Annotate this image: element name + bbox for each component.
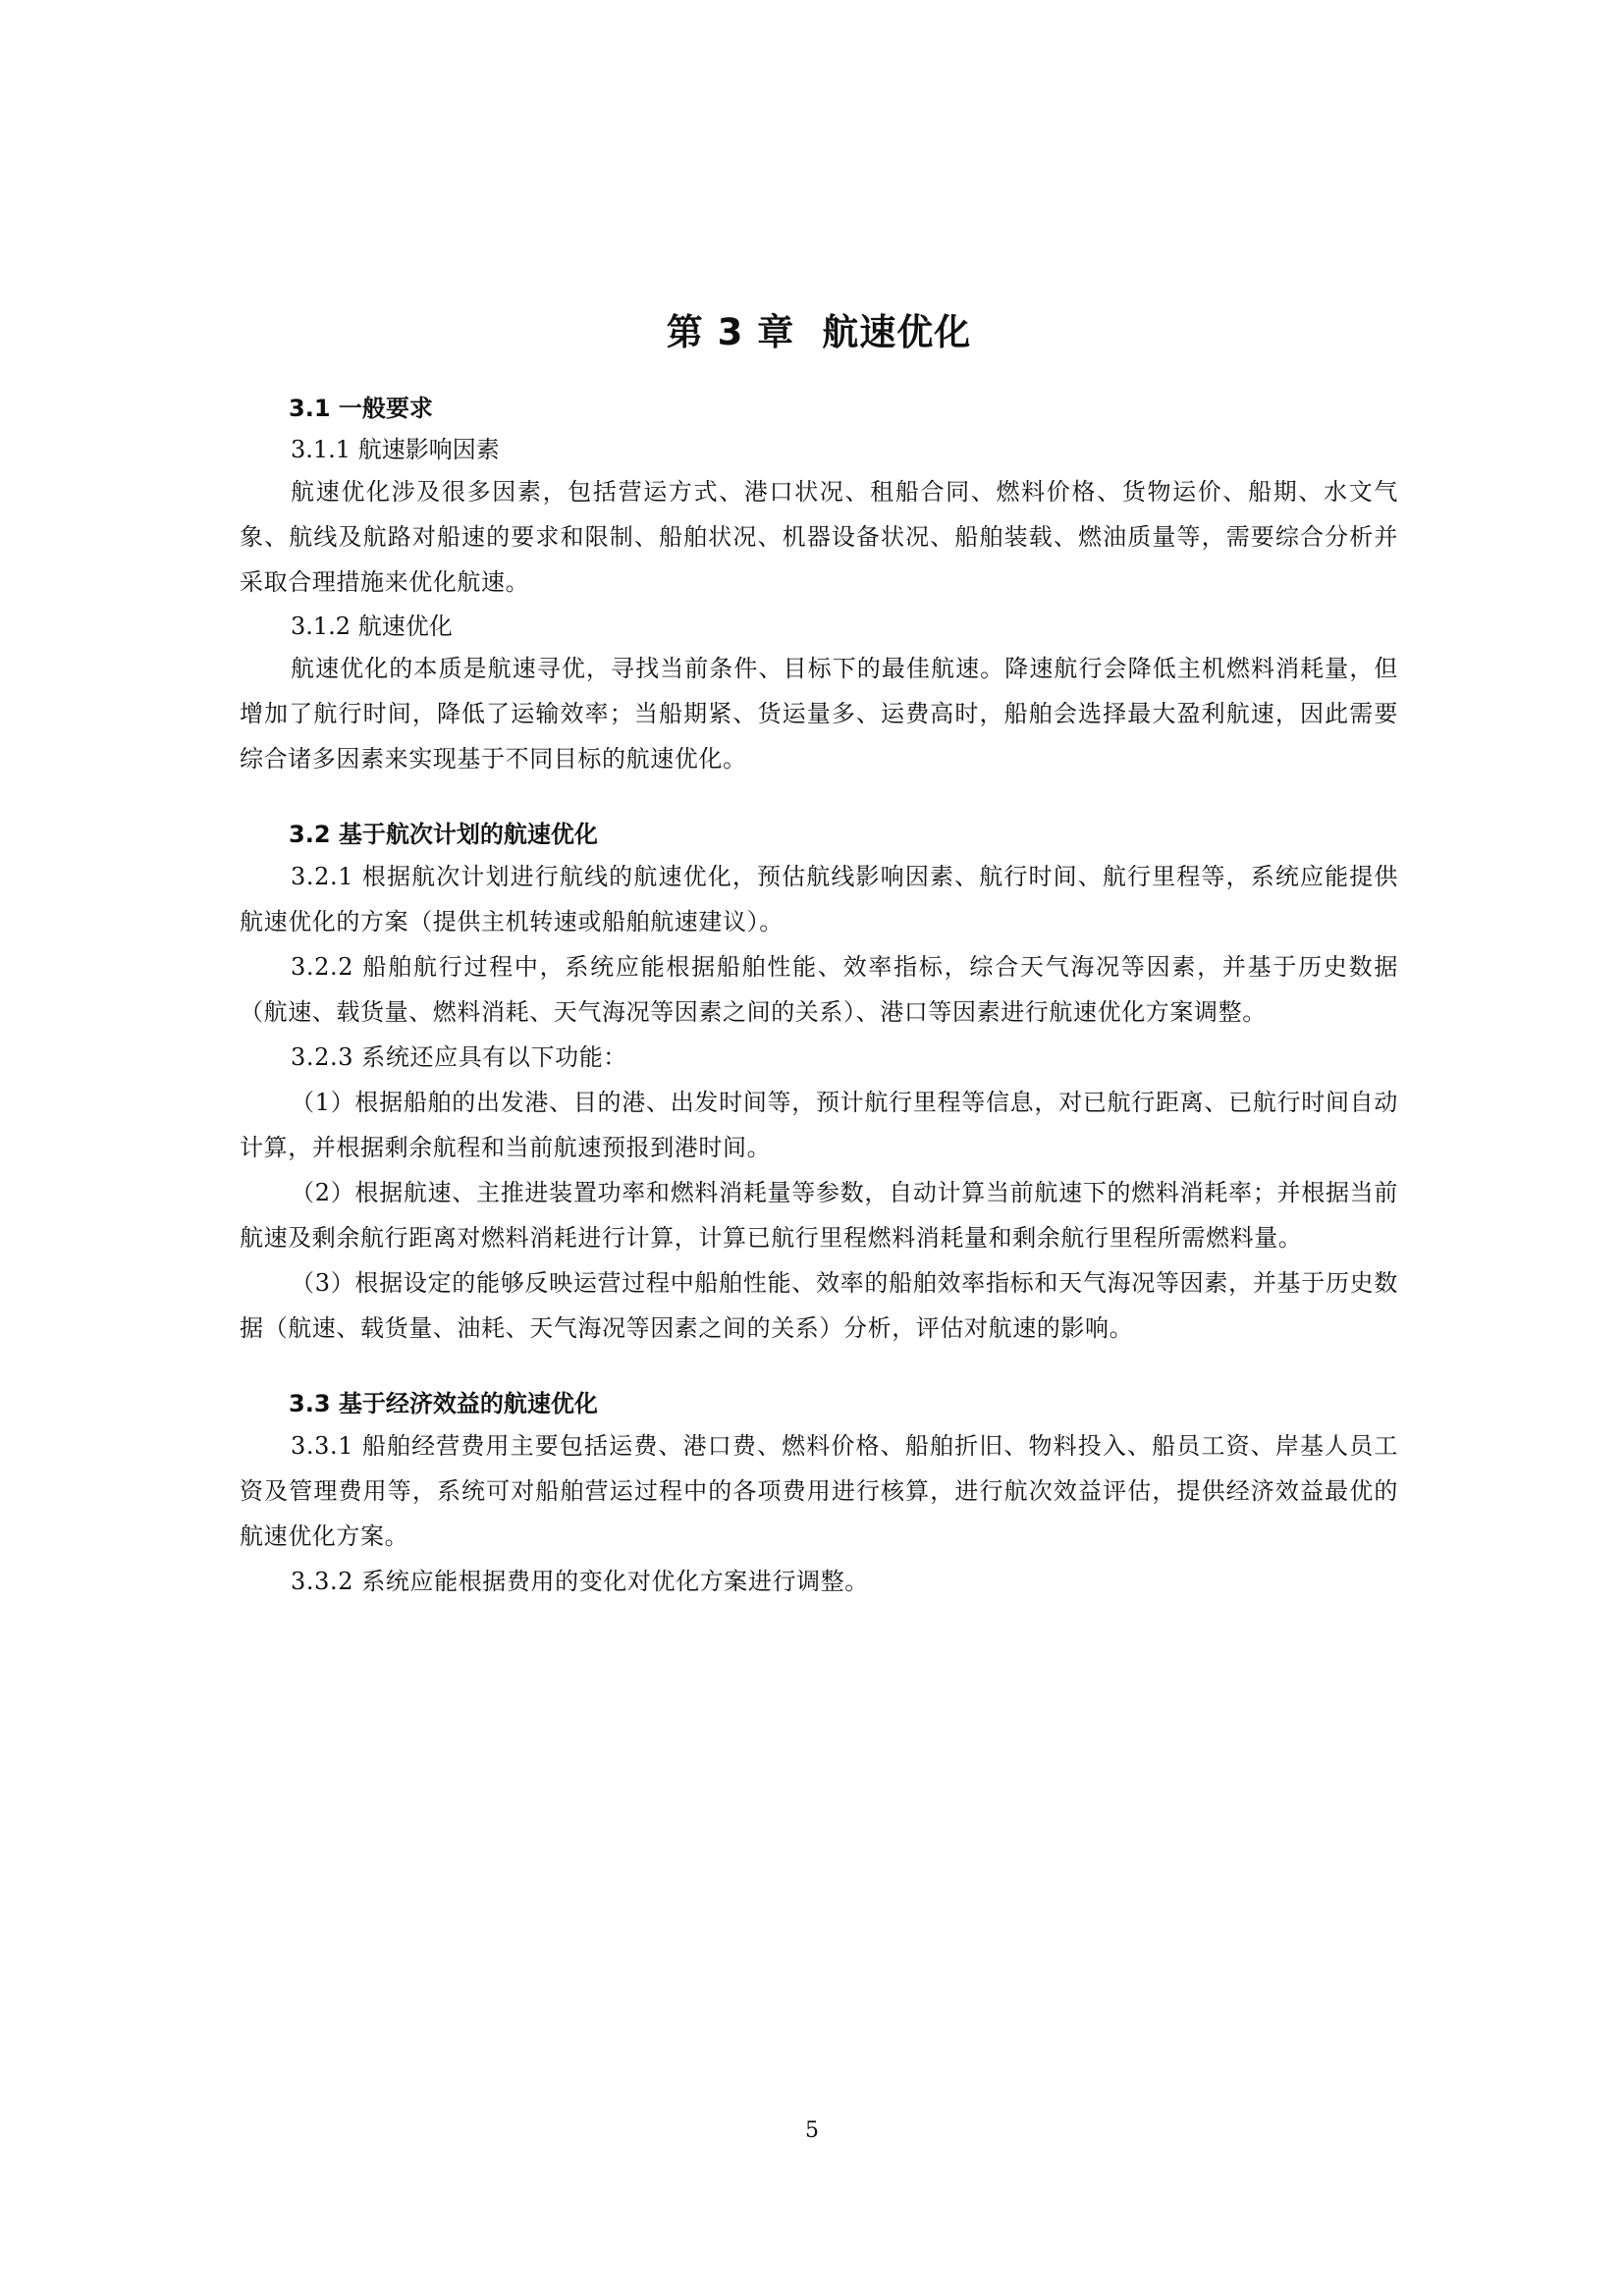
paragraph: 3.3.2 系统应能根据费用的变化对优化方案进行调整。 — [291, 1568, 869, 1595]
paragraph: 航速优化的本质是航速寻优，寻找当前条件、目标下的最佳航速。降速航行会降低主机燃料消耗量，但增加了航行时间，降低了运输效率；当船期紧、货运量多、运费高时，船舶会选择最大盈利航速，因此需要综合诸多因素来实现基于不同目标的航速优化。 — [240, 655, 1398, 773]
subsection-heading: 3.1.1 航速影响因素 — [291, 436, 500, 463]
section-heading: 3.3 基于经济效益的航速优化 — [289, 1390, 598, 1417]
paragraph: 3.2.2 船舶航行过程中，系统应能根据船舶性能、效率指标，综合天气海况等因素，并基于历史数据（航速、载货量、燃料消耗、天气海况等因素之间的关系）、港口等因素进行航速优化方案调整。 — [240, 953, 1398, 1026]
chapter-name: 航速优化 — [822, 311, 972, 353]
page-content — [240, 308, 1398, 1637]
list-item: （3）根据设定的能够反映运营过程中船舶性能、效率的船舶效率指标和天气海况等因素，并基于历史数据（航速、载货量、油耗、天气海况等因素之间的关系）分析，评估对航速的影响。 — [240, 1269, 1398, 1342]
section-3-1 — [240, 389, 1398, 781]
section-heading: 3.2 基于航次计划的航速优化 — [289, 821, 598, 848]
section-3-2 — [240, 815, 1398, 1351]
subsection-heading: 3.1.2 航速优化 — [291, 613, 453, 640]
chapter-number: 第 3 章 — [666, 311, 795, 353]
paragraph: 3.2.3 系统还应具有以下功能： — [291, 1043, 627, 1071]
paragraph: 航速优化涉及很多因素，包括营运方式、港口状况、租船合同、燃料价格、货物运价、船期、水文气象、航线及航路对船速的要求和限制、船舶状况、机器设备状况、船舶装载、燃油质量等，需要综合分析并采取合理措施来优化航速。 — [240, 478, 1398, 596]
section-3-3 — [240, 1384, 1398, 1604]
list-item: （2）根据航速、主推进装置功率和燃料消耗量等参数，自动计算当前航速下的燃料消耗率；并根据当前航速及剩余航行距离对燃料消耗进行计算，计算已航行里程燃料消耗量和剩余航行里程所需燃料量。 — [240, 1179, 1398, 1252]
section-heading: 3.1 一般要求 — [289, 395, 433, 422]
list-item: （1）根据船舶的出发港、目的港、出发时间等，预计航行里程等信息，对已航行距离、已航行时间自动计算，并根据剩余航程和当前航速预报到港时间。 — [240, 1089, 1398, 1161]
chapter-title — [240, 308, 1398, 357]
paragraph: 3.3.1 船舶经营费用主要包括运费、港口费、燃料价格、船舶折旧、物料投入、船员工资、岸基人员工资及管理费用等，系统可对船舶营运过程中的各项费用进行核算，进行航次效益评估，提供经济效益最优的航速优化方案。 — [240, 1432, 1398, 1550]
paragraph: 3.2.1 根据航次计划进行航线的航速优化，预估航线影响因素、航行时间、航行里程等，系统应能提供航速优化的方案（提供主机转速或船舶航速建议）。 — [240, 863, 1398, 935]
page-number: 5 — [805, 2118, 819, 2143]
